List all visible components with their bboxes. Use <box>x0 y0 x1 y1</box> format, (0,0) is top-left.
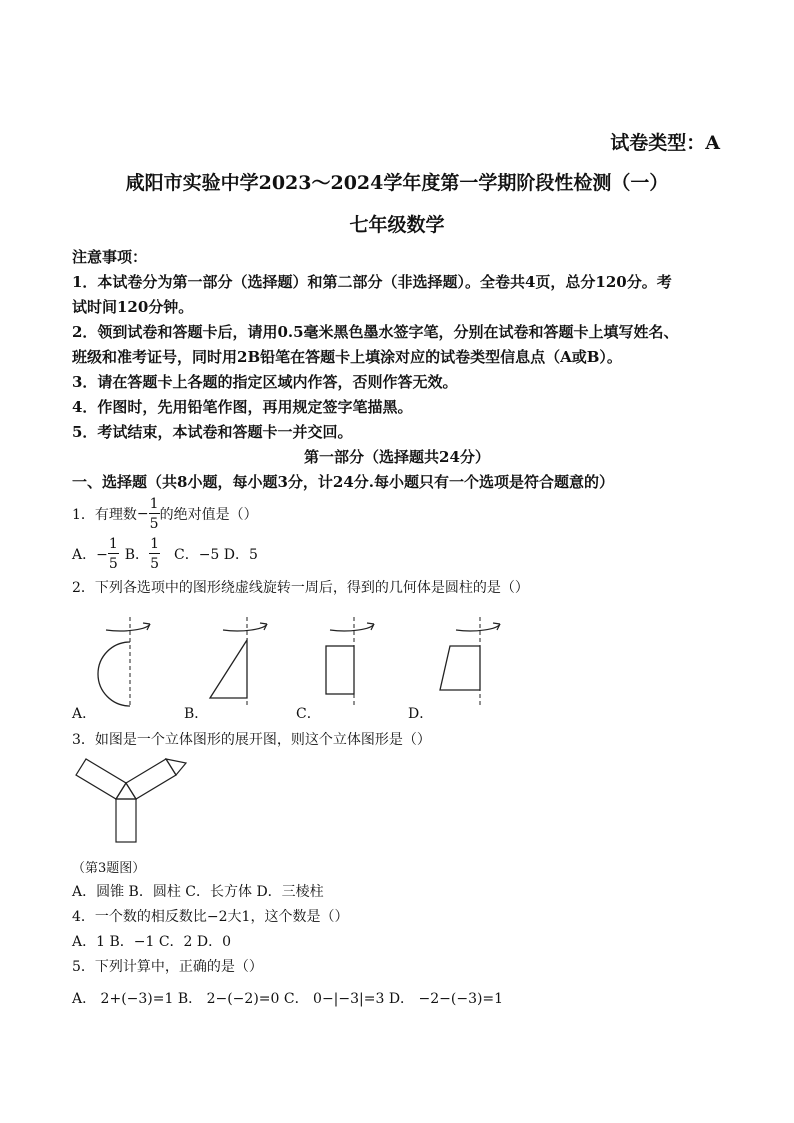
q1-stem-post: 的绝对值是（） <box>159 507 258 523</box>
q1-stem-pre: 1．有理数 <box>72 507 137 523</box>
q2-figure-c <box>318 612 398 712</box>
q2-figure-b <box>205 612 285 712</box>
section-heading: 一、选择题（共8小题，每小题3分，计24分.每小题只有一个选项是符合题意的） <box>72 473 614 491</box>
q1-option-rest: C．−5 D．5 <box>173 547 258 563</box>
q2-label-b: B． <box>184 706 209 722</box>
q2-figure-a <box>92 612 172 712</box>
q3-net-figure <box>72 758 192 854</box>
question-5: 5．下列计算中，正确的是（） <box>72 959 263 975</box>
q2-label-c: C． <box>296 706 321 722</box>
q2-figure-d <box>430 612 510 712</box>
question-2: 2．下列各选项中的图形绕虚线旋转一周后，得到的几何体是圆柱的是（） <box>72 580 529 596</box>
fraction-denominator: 5 <box>149 516 159 532</box>
q1-option-a-label: A．− <box>72 547 108 563</box>
fraction-denominator: 5 <box>150 556 159 572</box>
note-line: 1．本试卷分为第一部分（选择题）和第二部分（非选择题）。全卷共4页，总分120分。考 <box>72 273 672 291</box>
note-line: 4．作图时，先用铅笔作图，再用规定签字笔描黑。 <box>72 398 413 416</box>
q1-fraction <box>149 497 160 531</box>
paper-type-label: 试卷类型：A <box>610 132 720 154</box>
q1-options <box>72 534 258 574</box>
q3-caption: （第3题图） <box>72 861 146 876</box>
note-line: 5．考试结束，本试卷和答题卡一并交回。 <box>72 423 353 441</box>
q4-options: A．1 B．−1 C．2 D．0 <box>72 934 232 950</box>
q2-label-d: D． <box>408 706 434 722</box>
note-line: 班级和准考证号，同时用2B铅笔在答题卡上填涂对应的试卷类型信息点（A或B）。 <box>72 348 622 366</box>
question-3: 3．如图是一个立体图形的展开图，则这个立体图形是（） <box>72 732 431 748</box>
note-line: 3．请在答题卡上各题的指定区域内作答，否则作答无效。 <box>72 373 458 391</box>
notes-heading: 注意事项： <box>72 248 148 266</box>
note-line: 试时间120分钟。 <box>72 298 194 316</box>
q5-options: A． 2+(−3)=1 B． 2−(−2)=0 C． 0−|−3|=3 D． −2−(−3)=1 <box>72 991 504 1007</box>
part-heading: 第一部分（选择题共24分） <box>304 448 490 466</box>
question-4: 4．一个数的相反数比−2大1，这个数是（） <box>72 909 349 925</box>
q3-options: A．圆锥 B．圆柱 C．长方体 D．三棱柱 <box>72 884 324 900</box>
q1-minus: − <box>136 506 149 522</box>
note-line: 2．领到试卷和答题卡后，请用0.5毫米黑色墨水签字笔，分别在试卷和答题卡上填写姓名、 <box>72 323 679 341</box>
q1-option-a-fraction <box>108 537 119 571</box>
fraction-numerator: 1 <box>150 536 159 552</box>
q2-label-a: A． <box>72 706 97 722</box>
fraction-numerator: 1 <box>149 496 159 512</box>
q1-option-b-fraction <box>149 537 160 571</box>
subject-title: 七年级数学 <box>349 214 445 236</box>
fraction-denominator: 5 <box>108 556 118 572</box>
q1-option-b-label: B． <box>124 547 150 563</box>
exam-title: 咸阳市实验中学2023～2024学年度第一学期阶段性检测（一） <box>125 172 669 194</box>
fraction-numerator: 1 <box>108 536 118 552</box>
question-1 <box>72 494 258 534</box>
